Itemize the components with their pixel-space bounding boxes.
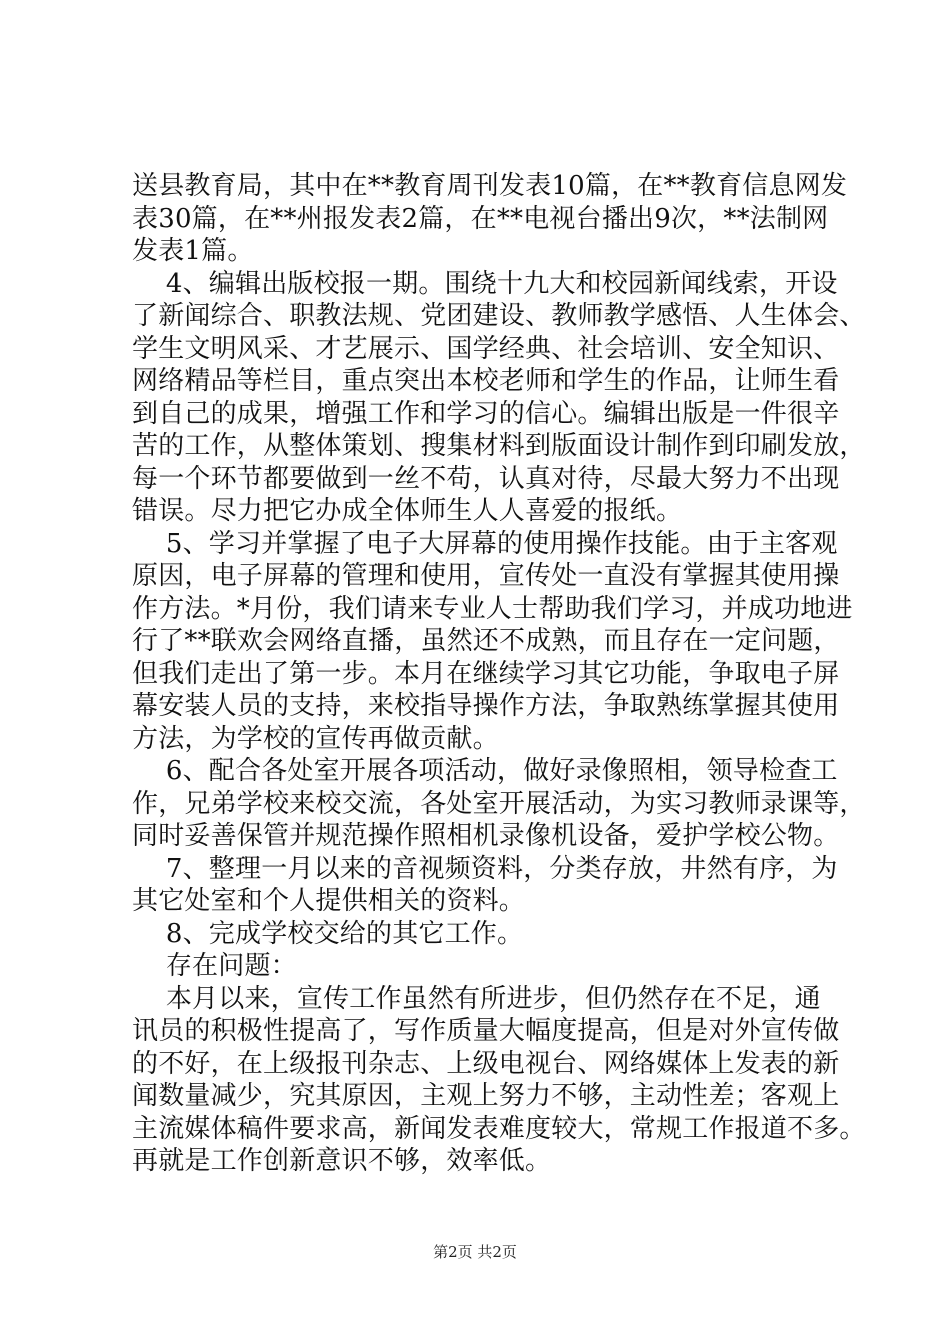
text-line: 其它处室和个人提供相关的资料。 (132, 886, 526, 916)
text-line: 了新闻综合、职教法规、党团建设、教师教学感悟、人生体会、 (132, 301, 866, 331)
text-line: 讯员的积极性提高了，写作质量大幅度提高，但是对外宣传做 (132, 1016, 840, 1046)
text-line: 送县教育局，其中在**教育周刊发表10篇，在**教育信息网发 (132, 171, 848, 201)
text-line: 作，兄弟学校来校交流，各处室开展活动，为实习教师录课等， (132, 788, 866, 819)
text-line: 发表1篇。 (132, 236, 254, 266)
text-line: 错误。尽力把它办成全体师生人人喜爱的报纸。 (132, 496, 683, 526)
text-line: 主流媒体稿件要求高，新闻发表难度较大，常规工作报道不多。 (132, 1113, 866, 1144)
text-line: 存在问题： (132, 951, 297, 981)
text-line: 方法，为学校的宣传再做贡献。 (132, 723, 499, 754)
text-line: 学生文明风采、才艺展示、国学经典、社会培训、安全知识、 (132, 333, 840, 364)
text-line: 4、编辑出版校报一期。围绕十九大和校园新闻线索，开设 (132, 268, 838, 299)
text-line: 行了**联欢会网络直播，虽然还不成熟，而且存在一定问题， (132, 626, 840, 656)
text-line: 但我们走出了第一步。本月在继续学习其它功能，争取电子屏 (132, 658, 840, 689)
text-line: 7、整理一月以来的音视频资料，分类存放，井然有序，为 (132, 853, 838, 884)
text-line: 本月以来，宣传工作虽然有所进步，但仍然存在不足，通 (132, 983, 821, 1014)
text-line: 5、学习并掌握了电子大屏幕的使用操作技能。由于主客观 (132, 528, 838, 559)
text-line: 8、完成学校交给的其它工作。 (132, 918, 524, 949)
text-line: 苦的工作，从整体策划、搜集材料到版面设计制作到印刷发放， (132, 431, 866, 461)
text-line: 幕安装人员的支持，来校指导操作方法，争取熟练掌握其使用 (132, 691, 840, 721)
text-line: 网络精品等栏目，重点突出本校老师和学生的作品，让师生看 (132, 366, 840, 396)
text-line: 到自己的成果，增强工作和学习的信心。编辑出版是一件很辛 (132, 398, 840, 429)
text-line: 作方法。*月份，我们请来专业人士帮助我们学习，并成功地进 (132, 593, 853, 624)
text-line: 原因，电子屏幕的管理和使用，宣传处一直没有掌握其使用操 (132, 561, 840, 591)
text-line: 再就是工作创新意识不够，效率低。 (132, 1146, 552, 1176)
text-line: 同时妥善保管并规范操作照相机录像机设备，爱护学校公物。 (132, 821, 840, 851)
document-body (132, 170, 866, 1178)
text-line: 表30篇，在**州报发表2篇，在**电视台播出9次，**法制网 (132, 203, 829, 234)
text-line: 闻数量减少，究其原因，主观上努力不够，主动性差；客观上 (132, 1081, 840, 1111)
text-line: 的不好，在上级报刊杂志、上级电视台、网络媒体上发表的新 (132, 1048, 840, 1079)
text-line: 6、配合各处室开展各项活动，做好录像照相，领导检查工 (132, 756, 838, 786)
page-footer: 第2页 共2页 (433, 1243, 517, 1261)
text-line: 每一个环节都要做到一丝不苟，认真对待，尽最大努力不出现 (132, 463, 840, 494)
